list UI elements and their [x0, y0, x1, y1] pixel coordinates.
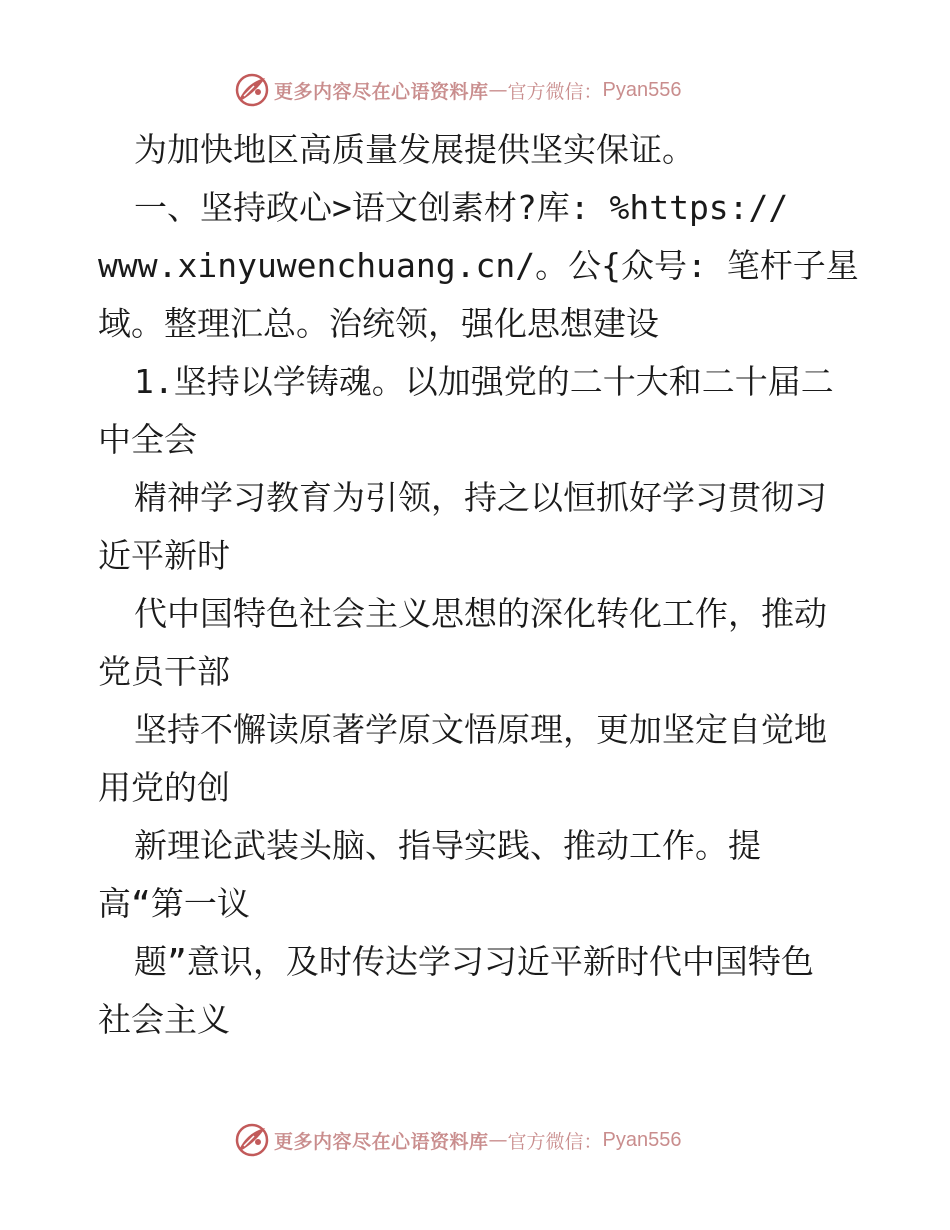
watermark-wechat-label: 官方微信：	[507, 1130, 603, 1153]
body-line: 新理论武装头脑、指导实践、推动工作。提	[134, 826, 761, 865]
footer-watermark	[234, 1120, 682, 1160]
body-line: 题”意识，及时传达学习习近平新时代中国特色	[134, 942, 814, 981]
watermark-wechat-id: Pyan556	[602, 1128, 682, 1151]
pen-logo-icon	[234, 1122, 270, 1158]
body-line: 用党的创	[98, 768, 230, 807]
body-line: 坚持不懈读原著学原文悟原理，更加坚定自觉地	[134, 710, 827, 749]
body-line: 一、坚持政心>语文创素材?库: %https://	[134, 188, 789, 227]
body-line: 代中国特色社会主义思想的深化转化工作，推动	[134, 594, 827, 633]
watermark-wechat-id: Pyan556	[602, 78, 682, 101]
body-line: 高“第一议	[98, 884, 250, 923]
body-line: 1.坚持以学铸魂。以加强党的二十大和二十届二	[134, 362, 834, 401]
body-line: 为加快地区高质量发展提供坚实保证。	[134, 130, 695, 169]
body-line: www.xinyuwenchuang.cn/。公{众号: 笔杆子星	[98, 246, 859, 285]
watermark-dash: —	[488, 1129, 508, 1151]
watermark-main-text: 更多内容尽在心语资料库	[274, 1130, 489, 1153]
watermark-wechat-label: 官方微信：	[507, 80, 603, 103]
watermark-main-text: 更多内容尽在心语资料库	[274, 80, 489, 103]
body-line: 中全会	[98, 420, 197, 459]
body-line: 近平新时	[98, 536, 230, 575]
body-line: 社会主义	[98, 1000, 230, 1039]
header-watermark	[234, 70, 682, 110]
watermark-dash: —	[488, 79, 508, 101]
body-line: 域。整理汇总。治统领，强化思想建设	[98, 304, 659, 343]
pen-logo-icon	[234, 72, 270, 108]
body-line: 精神学习教育为引领，持之以恒抓好学习贯彻习	[134, 478, 827, 517]
body-line: 党员干部	[98, 652, 230, 691]
